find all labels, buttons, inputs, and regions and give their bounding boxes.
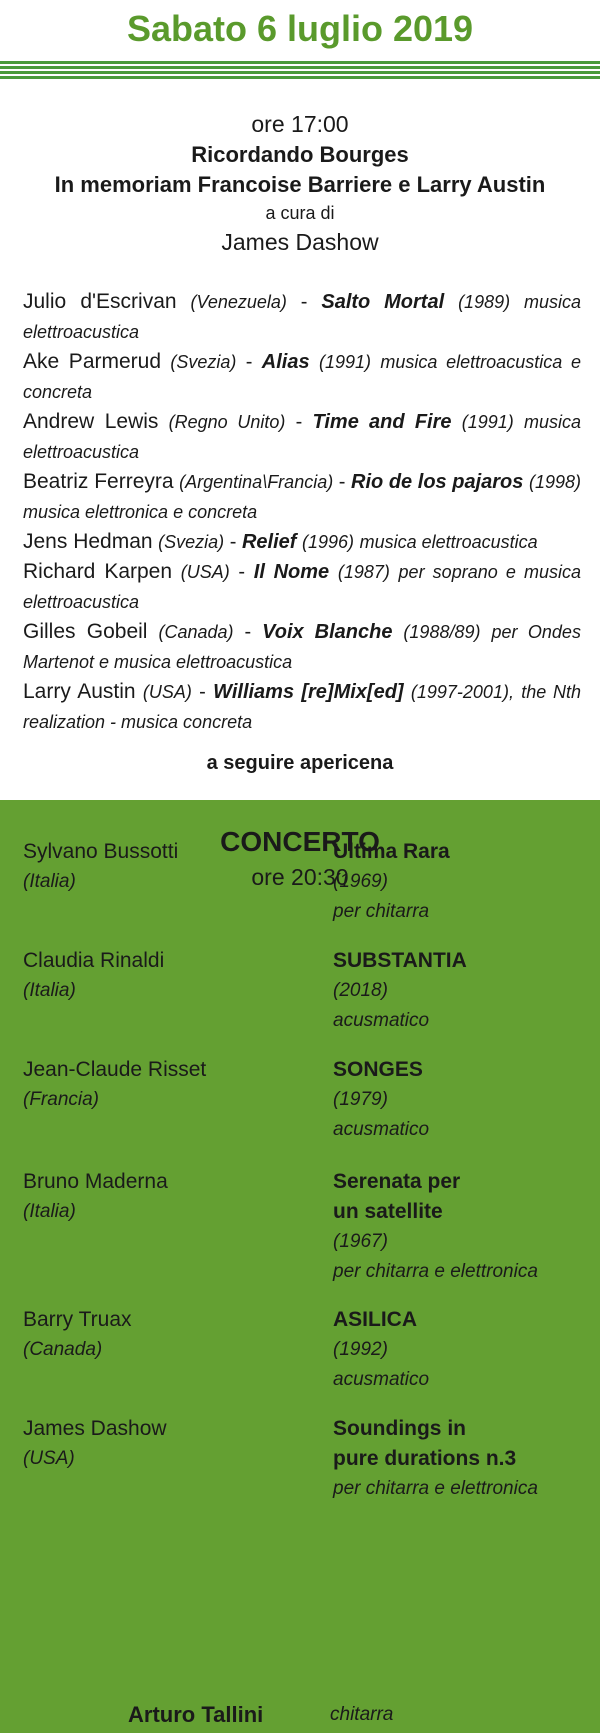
first-event-title: Ricordando Bourges	[191, 142, 409, 167]
program-year: (1988/89)	[403, 622, 481, 642]
program-year: (1991)	[318, 352, 371, 372]
concert-section	[0, 800, 600, 1733]
program-composer: Beatriz Ferreyra	[23, 470, 174, 493]
program-work: Rio de los pajaros	[351, 471, 524, 493]
after-note: a seguire apericena	[206, 752, 394, 774]
program-composer: Ake Parmerud	[23, 350, 162, 373]
program-separator: -	[338, 471, 346, 493]
piece-country: (Italia)	[23, 871, 76, 892]
piece-year: (1979)	[333, 1089, 388, 1110]
program-list	[23, 287, 581, 737]
piece-composer: James Dashow	[23, 1417, 167, 1440]
program-year: (1996)	[301, 532, 355, 552]
program-origin: (Svezia)	[158, 532, 225, 552]
piece-instrumentation: per chitarra e elettronica	[333, 1261, 538, 1282]
piece-work-block	[333, 1305, 593, 1395]
program-description: per soprano e musica elettroacustica	[23, 562, 582, 612]
piece-title: SUBSTANTIA	[333, 949, 467, 972]
rule-line	[0, 76, 600, 79]
rule-line	[0, 61, 600, 64]
program-origin: (Svezia)	[170, 352, 237, 372]
program-work: Salto Mortal	[321, 291, 445, 313]
program-origin: (Regno Unito)	[168, 412, 286, 432]
piece-country: (Italia)	[23, 1201, 76, 1222]
program-description: the Nth realization - musica concreta	[23, 682, 581, 732]
piece-work-block	[333, 1167, 593, 1287]
program-item	[23, 677, 581, 737]
piece-instrumentation: per chitarra	[333, 901, 430, 922]
piece-work-block	[333, 1055, 593, 1145]
piece-instrumentation: acusmatico	[333, 1010, 430, 1031]
piece-title: un satellite	[333, 1200, 443, 1223]
first-event-time: ore 17:00	[251, 111, 349, 137]
program-composer: Richard Karpen	[23, 560, 173, 583]
piece-title: Serenata per	[333, 1170, 461, 1193]
program-item	[23, 287, 581, 347]
first-event-subtitle: In memoriam Francoise Barriere e Larry Austin	[54, 172, 546, 197]
piece-year: (1967)	[333, 1231, 388, 1252]
program-year: (1998)	[528, 472, 581, 492]
piece-year: (1969)	[333, 871, 388, 892]
piece-composer: Bruno Maderna	[23, 1170, 168, 1193]
program-composer: Jens Hedman	[23, 530, 153, 553]
piece-title: Soundings in	[333, 1417, 466, 1440]
program-work: Il Nome	[253, 561, 330, 583]
piece-country: (Italia)	[23, 980, 76, 1001]
curator-name: James Dashow	[221, 229, 379, 255]
piece-composer: Claudia Rinaldi	[23, 949, 165, 972]
performer	[0, 1702, 600, 1732]
page-title: Sabato 6 luglio 2019	[126, 8, 474, 49]
piece-instrumentation: per chitarra e elettronica	[333, 1478, 538, 1499]
program-description: musica elettroacustica	[23, 292, 582, 342]
piece-composer-block	[23, 1167, 303, 1227]
program-composer: Andrew Lewis	[23, 410, 159, 433]
piece-composer: Jean-Claude Risset	[23, 1058, 207, 1081]
program-work: Voix Blanche	[262, 621, 393, 643]
program-item	[23, 557, 581, 617]
program-composer: Larry Austin	[23, 680, 136, 703]
program-separator: -	[244, 621, 252, 643]
program-origin: (USA)	[142, 682, 192, 702]
program-composer: Julio d'Escrivan	[23, 290, 177, 313]
program-description: musica elettronica e concreta	[23, 502, 258, 522]
piece-title: SONGES	[333, 1058, 423, 1081]
piece-composer-block	[23, 1305, 303, 1365]
program-origin: (Argentina\Francia)	[179, 472, 334, 492]
program-description: musica elettroacustica e concreta	[23, 352, 582, 402]
piece-instrumentation: acusmatico	[333, 1119, 430, 1140]
performer-role: chitarra	[330, 1704, 394, 1725]
piece-composer-block	[23, 946, 303, 1006]
program-separator: -	[245, 351, 253, 373]
piece-title: ASILICA	[333, 1308, 417, 1331]
first-event-header	[0, 108, 600, 258]
program-item	[23, 617, 581, 677]
program-work: Time and Fire	[312, 411, 452, 433]
program-work: Relief	[241, 531, 297, 553]
program-description: per Ondes Martenot e musica elettroacustica	[23, 622, 581, 672]
program-composer: Gilles Gobeil	[23, 620, 148, 643]
piece-title: pure durations n.3	[333, 1447, 517, 1470]
piece-year: (1992)	[333, 1339, 388, 1360]
piece-country: (Canada)	[23, 1339, 103, 1360]
program-separator: -	[300, 291, 308, 313]
program-description: musica elettroacustica	[23, 412, 582, 462]
piece-composer-block	[23, 1414, 303, 1474]
program-origin: (Canada)	[158, 622, 234, 642]
program-year: (1989)	[458, 292, 511, 312]
program-origin: (USA)	[180, 562, 230, 582]
piece-country: (USA)	[23, 1448, 75, 1469]
program-item	[23, 467, 581, 527]
piece-composer-block	[23, 1055, 303, 1115]
program-item	[23, 527, 581, 557]
program-year: (1991)	[461, 412, 514, 432]
program-description: musica elettroacustica	[359, 532, 538, 552]
rule-line	[0, 66, 600, 69]
program-year: (1987)	[337, 562, 390, 582]
program-separator: -	[238, 561, 246, 583]
program-separator: -	[295, 411, 303, 433]
piece-instrumentation: acusmatico	[333, 1369, 430, 1390]
program-item	[23, 407, 581, 467]
piece-year: (2018)	[333, 980, 388, 1001]
concert-time: ore 20:30	[251, 864, 349, 890]
program-separator: -	[229, 531, 237, 553]
program-work: Alias	[261, 351, 310, 373]
performer-name: Arturo Tallini	[128, 1702, 264, 1727]
piece-composer: Barry Truax	[23, 1308, 132, 1331]
piece-work-block	[333, 837, 593, 927]
program-year: (1997-2001),	[410, 682, 514, 702]
piece-composer-block	[23, 837, 303, 897]
program-work: Williams [re]Mix[ed]	[213, 681, 404, 703]
program-separator: -	[199, 681, 206, 703]
program-origin: (Venezuela)	[190, 292, 287, 312]
title-rules	[0, 61, 600, 85]
program-item	[23, 347, 581, 407]
piece-title: Ultima Rara	[333, 840, 450, 863]
rule-line	[0, 71, 600, 74]
piece-composer: Sylvano Bussotti	[23, 840, 179, 863]
piece-country: (Francia)	[23, 1089, 100, 1110]
piece-work-block	[333, 946, 593, 1036]
piece-work-block	[333, 1414, 593, 1504]
curated-label: a cura di	[265, 203, 335, 223]
concert-title: CONCERTO	[220, 826, 380, 857]
